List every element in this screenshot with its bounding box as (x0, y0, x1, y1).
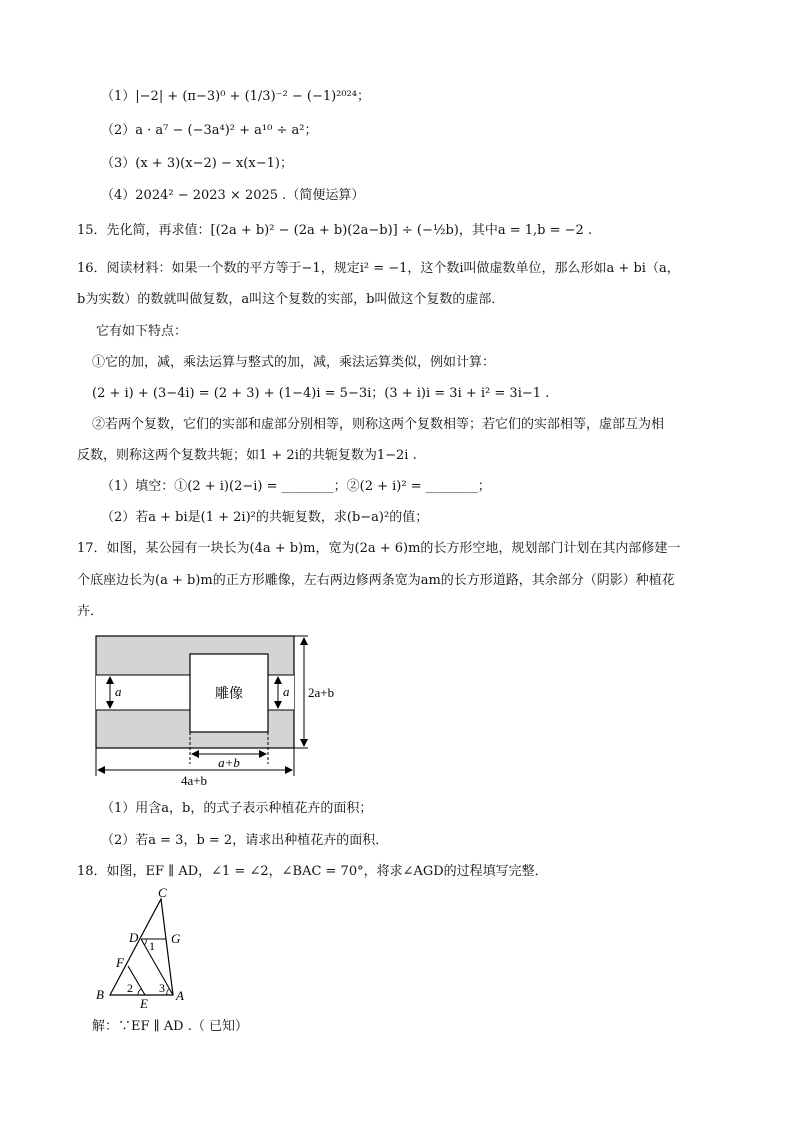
statue-width-label: a+b (218, 755, 240, 770)
segment-AD (141, 939, 173, 995)
road-width-right-label: a (283, 684, 290, 699)
road-width-left-label: a (115, 684, 122, 699)
statue-label: 雕像 (215, 687, 243, 702)
problem-16-feature-2-cont: 反数，则称这两个复数共轭；如1 + 2i的共轭复数为1−2i . (77, 448, 417, 463)
angle-3-label: 3 (159, 981, 165, 995)
label-E: E (140, 996, 148, 1010)
label-B: B (96, 987, 104, 1002)
problem-15: 15．先化简，再求值：[(2a + b)² − (2a + b)(2a−b)] ÷ (−½b)，其中a = 1,b = −2 . (77, 223, 593, 238)
problem-18-solution-start: 解：∵EF ∥ AD .（ 已知） (92, 1019, 248, 1034)
problem-16-feature-1: ①它的加，减，乘法运算与整式的加，减，乘法运算类似，例如计算： (92, 355, 496, 370)
problem-16-example: (2 + i) + (3−4i) = (2 + 3) + (1−4)i = 5−3i；(3 + i)i = 3i + i² = 3i−1 . (92, 386, 550, 401)
height-label: 2a+b (308, 685, 335, 700)
angle-1-label: 1 (149, 939, 155, 953)
problem-17-part-2: （2）若a = 3，b = 2，请求出种植花卉的面积． (101, 833, 389, 848)
problem-17-line-2: 个底座边长为(a + b)m的正方形雕像，左右两边修两条宽为am的长方形道路，其余部分（阴影）种植花 (77, 573, 675, 588)
problem-16-features-heading: 它有如下特点： (96, 324, 188, 339)
total-width-label: 4a+b (180, 773, 208, 788)
problem-14-part-3: （3）(x + 3)(x−2) − x(x−1)； (101, 156, 293, 171)
problem-16-line-2: b为实数）的数就叫做复数，a叫这个复数的实部，b叫做这个复数的虚部． (77, 292, 505, 307)
problem-18: 18．如图，EF ∥ AD，∠1 = ∠2，∠BAC = 70°，将求∠AGD的过程填写完整． (77, 864, 548, 879)
problem-17-line-3: 卉． (77, 604, 104, 619)
label-F: F (116, 955, 124, 970)
problem-14-part-4: （4）2024² − 2023 × 2025 .（简便运算） (101, 188, 365, 203)
figure-17 (90, 630, 360, 798)
problem-16-part-2: （2）若a + bi是(1 + 2i)²的共轭复数，求(b−a)²的值； (101, 510, 429, 525)
problem-17-line-1: 17．如图，某公园有一块长为(4a + b)m，宽为(2a + 6)m的长方形空地，规划部门计划在其内部修建一 (77, 541, 681, 556)
label-G: G (171, 931, 181, 946)
label-D: D (129, 930, 139, 945)
problem-16-feature-2: ②若两个复数，它们的实部和虚部分别相等，则称这两个复数相等；若它们的实部相等，虚部互为相 (92, 417, 665, 432)
angle-2-label: 2 (127, 981, 133, 995)
problem-14-part-1: （1）|−2| + (π−3)⁰ + (1/3)⁻² − (−1)²⁰²⁴； (101, 89, 371, 104)
problem-17-part-1: （1）用含a，b，的式子表示种植花卉的面积； (101, 801, 373, 816)
label-A: A (176, 988, 184, 1003)
problem-16-part-1: （1）填空：①(2 + i)(2−i) = ________；②(2 + i)² = ________； (101, 479, 491, 494)
figure-18 (88, 884, 198, 1010)
label-C: C (158, 885, 167, 900)
problem-16-line-1: 16．阅读材料：如果一个数的平方等于−1，规定i² = −1，这个数i叫做虚数单位，那么形如a + bi（a， (77, 261, 680, 276)
problem-14-part-2: （2）a · a⁷ − (−3a⁴)² + a¹⁰ ÷ a²； (101, 123, 318, 138)
